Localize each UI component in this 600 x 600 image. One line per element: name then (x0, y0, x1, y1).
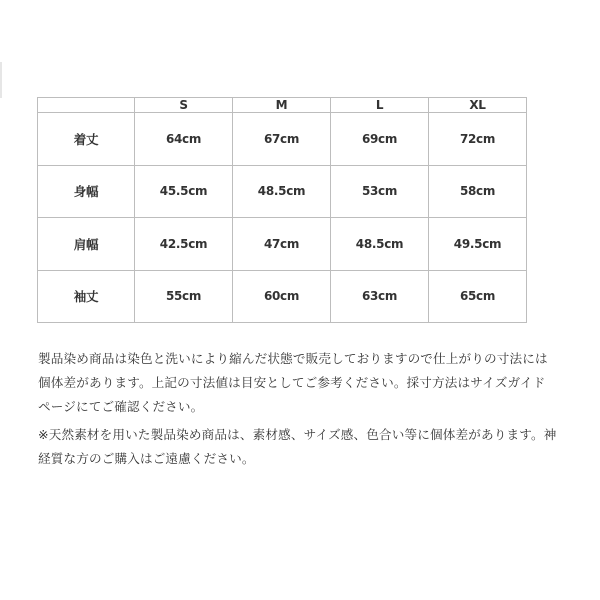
table-cell: 48.5cm (233, 165, 331, 218)
table-cell: 72cm (429, 113, 527, 166)
table-cell: 67cm (233, 113, 331, 166)
table-cell: 60cm (233, 270, 331, 323)
table-row (38, 270, 527, 323)
row-label-length: 着丈 (38, 113, 135, 166)
size-header-xl: XL (429, 98, 527, 113)
size-notes (38, 347, 558, 471)
edge-divider (0, 62, 2, 98)
size-header-row (38, 98, 527, 113)
note-paragraph-measurement: 製品染め商品は染色と洗いにより縮んだ状態で販売しておりますので仕上がりの寸法には個体差があります。上記の寸法値は目安としてご参考ください。採寸方法はサイズガイドページにてご確認ください。 (38, 351, 548, 414)
table-cell: 45.5cm (135, 165, 233, 218)
note-paragraph-natural-material: ※天然素材を用いた製品染め商品は、素材感、サイズ感、色合い等に個体差があります。神経質な方のご購入はご遠慮ください。 (38, 427, 557, 466)
size-header-l: L (331, 98, 429, 113)
size-header-s: S (135, 98, 233, 113)
table-cell: 65cm (429, 270, 527, 323)
table-cell: 63cm (331, 270, 429, 323)
table-row (38, 218, 527, 271)
table-cell: 55cm (135, 270, 233, 323)
table-cell: 48.5cm (331, 218, 429, 271)
table-cell: 49.5cm (429, 218, 527, 271)
size-header-m: M (233, 98, 331, 113)
row-label-sleeve: 袖丈 (38, 270, 135, 323)
table-row (38, 113, 527, 166)
table-cell: 53cm (331, 165, 429, 218)
table-row (38, 165, 527, 218)
row-label-width: 身幅 (38, 165, 135, 218)
table-cell: 58cm (429, 165, 527, 218)
table-cell: 64cm (135, 113, 233, 166)
row-label-shoulder: 肩幅 (38, 218, 135, 271)
table-cell: 47cm (233, 218, 331, 271)
corner-cell (38, 98, 135, 113)
table-cell: 42.5cm (135, 218, 233, 271)
size-table (37, 97, 527, 323)
table-cell: 69cm (331, 113, 429, 166)
